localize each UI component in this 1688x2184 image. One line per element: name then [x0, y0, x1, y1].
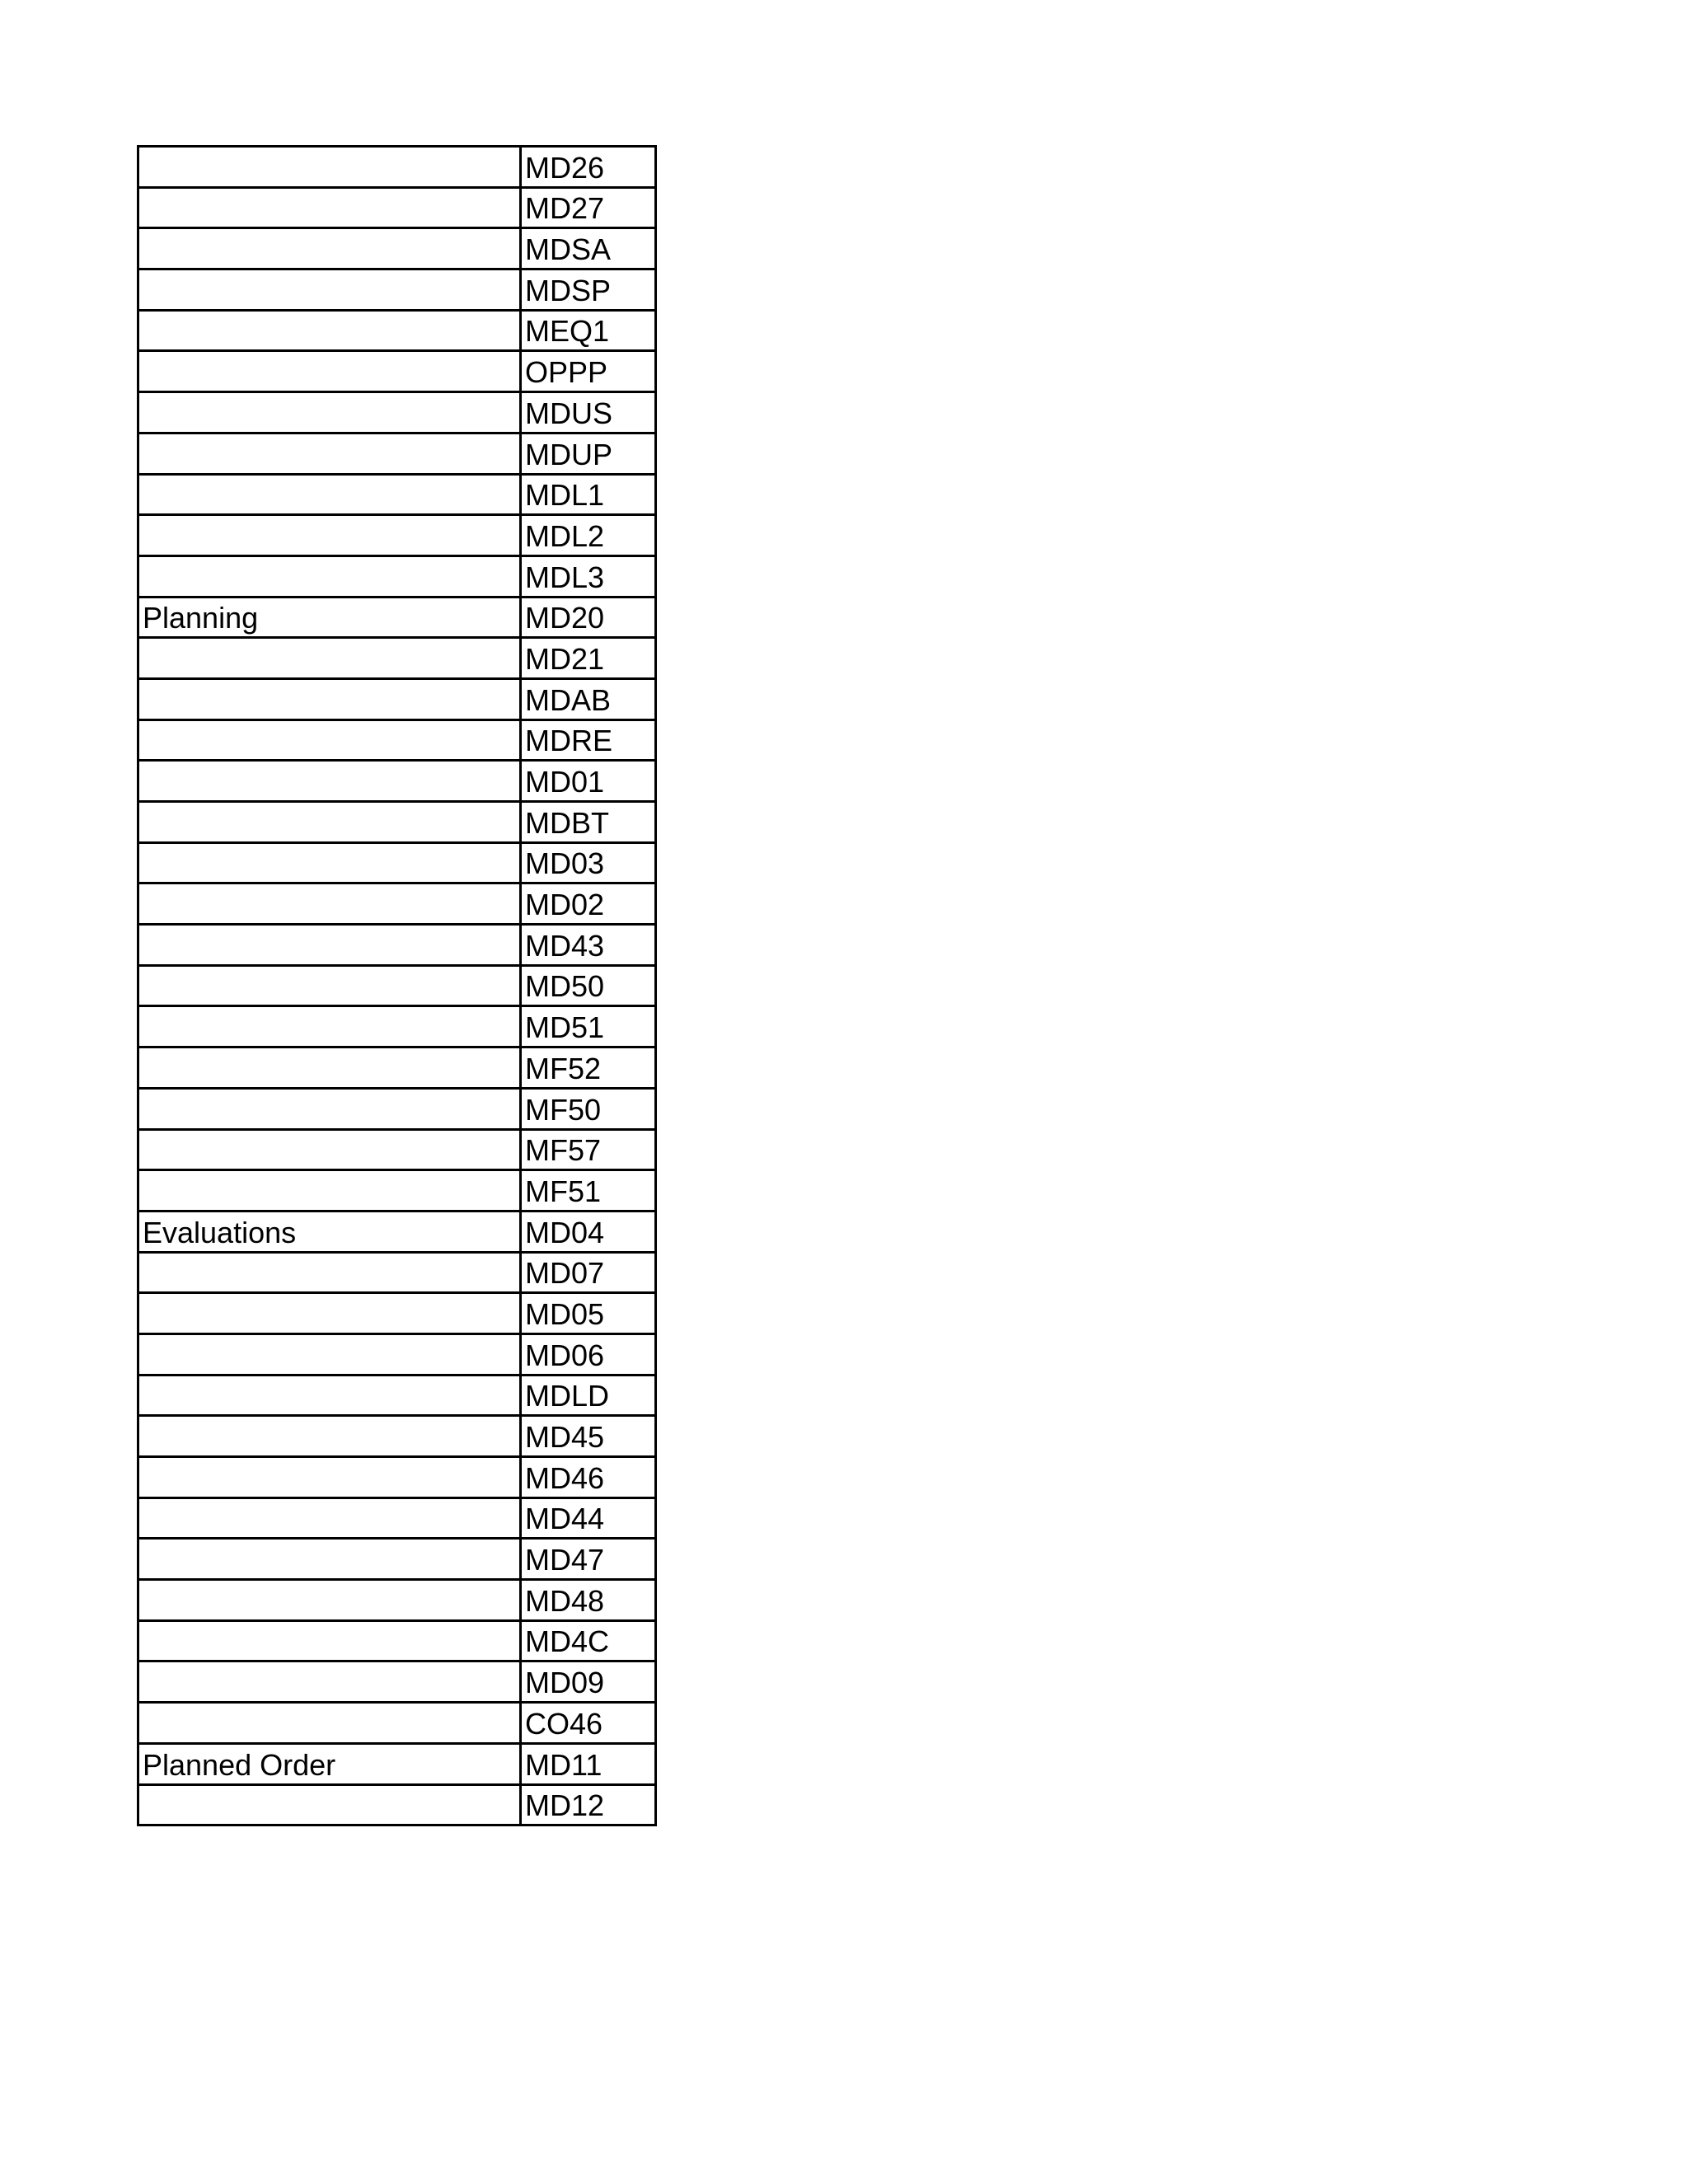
- transaction-code: MD48: [525, 1583, 605, 1618]
- table-row: [138, 719, 656, 761]
- code-cell: [521, 1661, 656, 1703]
- code-cell: [521, 1333, 656, 1375]
- table-row: [138, 1620, 656, 1661]
- transaction-code: MD45: [525, 1420, 605, 1454]
- transaction-code: MD12: [525, 1788, 605, 1823]
- code-cell: [521, 1620, 656, 1661]
- category-cell: [138, 310, 521, 351]
- category-cell: [138, 1784, 521, 1825]
- code-cell: [521, 761, 656, 802]
- transaction-code: MD43: [525, 928, 605, 963]
- transaction-code: MDLD: [525, 1379, 610, 1413]
- category-cell: [138, 1047, 521, 1089]
- table-row: [138, 310, 656, 351]
- category-label: [143, 1739, 519, 1742]
- category-cell: [138, 1333, 521, 1375]
- category-cell: [138, 351, 521, 392]
- category-cell: [138, 1211, 521, 1252]
- category-cell: [138, 1416, 521, 1457]
- transaction-code: MDUP: [525, 437, 612, 471]
- table-row: [138, 1211, 656, 1252]
- category-label: [143, 1493, 519, 1497]
- transaction-code: MDBT: [525, 805, 609, 840]
- table-row: [138, 925, 656, 966]
- transaction-code: OPPP: [525, 355, 608, 390]
- code-cell: [521, 1743, 656, 1784]
- category-cell: [138, 1129, 521, 1170]
- category-label: [143, 306, 519, 309]
- category-label: [143, 1411, 519, 1414]
- code-cell: [521, 351, 656, 392]
- code-cell: [521, 1457, 656, 1498]
- code-cell: [521, 1703, 656, 1744]
- category-label: [143, 1329, 519, 1333]
- category-cell: [138, 1497, 521, 1539]
- category-cell: [138, 1661, 521, 1703]
- table-row: [138, 883, 656, 925]
- transaction-code: MDL3: [525, 560, 605, 594]
- transaction-code: MD09: [525, 1666, 605, 1700]
- transaction-code: MDAB: [525, 682, 612, 717]
- category-cell: [138, 1252, 521, 1293]
- category-label: [143, 1616, 519, 1619]
- category-label: [143, 1821, 519, 1824]
- table-row: [138, 1293, 656, 1334]
- category-cell: [138, 638, 521, 679]
- category-cell: [138, 147, 521, 188]
- transaction-code: MD27: [525, 191, 605, 226]
- category-cell: [138, 474, 521, 515]
- category-label: [143, 920, 519, 923]
- transaction-code: MD04: [525, 1215, 605, 1249]
- category-label: [143, 387, 519, 391]
- transaction-code: MF50: [525, 1092, 602, 1127]
- code-cell: [521, 1784, 656, 1825]
- table-row: [138, 1170, 656, 1212]
- category-cell: [138, 1375, 521, 1416]
- table-row: [138, 1416, 656, 1457]
- code-cell: [521, 925, 656, 966]
- transaction-code: MDUS: [525, 396, 612, 430]
- transaction-code: MD05: [525, 1296, 605, 1331]
- code-cell: [521, 1497, 656, 1539]
- category-label: [143, 1001, 519, 1005]
- category-cell: [138, 1703, 521, 1744]
- table-row: [138, 597, 656, 638]
- table-row: [138, 1006, 656, 1047]
- transaction-code: MD50: [525, 969, 605, 1004]
- category-cell: [138, 555, 521, 597]
- code-cell: [521, 474, 656, 515]
- category-cell: [138, 433, 521, 474]
- code-cell: [521, 1129, 656, 1170]
- category-label: [143, 756, 519, 759]
- code-cell: [521, 392, 656, 434]
- category-label: [143, 1084, 519, 1087]
- category-label: Evaluations: [143, 1215, 297, 1249]
- transaction-code-table: [137, 145, 657, 1826]
- table-row: [138, 1539, 656, 1580]
- code-cell: [521, 719, 656, 761]
- table-row: [138, 1333, 656, 1375]
- category-label: [143, 1575, 519, 1578]
- category-cell: [138, 842, 521, 883]
- category-label: [143, 674, 519, 677]
- code-cell: [521, 1416, 656, 1457]
- table-row: [138, 1580, 656, 1621]
- category-label: [143, 879, 519, 882]
- category-label: [143, 961, 519, 964]
- category-label: [143, 1207, 519, 1210]
- table-row: [138, 433, 656, 474]
- code-cell: [521, 228, 656, 269]
- category-label: [143, 1288, 519, 1291]
- category-cell: [138, 1539, 521, 1580]
- category-label: [143, 223, 519, 227]
- category-label: [143, 265, 519, 268]
- code-cell: [521, 1580, 656, 1621]
- table-row: [138, 187, 656, 228]
- transaction-code: MDSP: [525, 273, 612, 307]
- category-label: [143, 551, 519, 555]
- category-label: [143, 715, 519, 719]
- category-cell: [138, 187, 521, 228]
- table-row: [138, 474, 656, 515]
- table-row: [138, 638, 656, 679]
- transaction-code: MDRE: [525, 724, 612, 758]
- category-label: [143, 183, 519, 186]
- code-cell: [521, 1088, 656, 1129]
- table-row: [138, 1784, 656, 1825]
- table-row: [138, 802, 656, 843]
- table-row: [138, 351, 656, 392]
- transaction-code: MD44: [525, 1502, 605, 1536]
- category-cell: [138, 1457, 521, 1498]
- transaction-code: MD02: [525, 888, 605, 922]
- category-label: Planning: [143, 601, 259, 635]
- code-cell: [521, 1047, 656, 1089]
- table-body: [138, 147, 656, 1825]
- category-label: [143, 1165, 519, 1169]
- code-cell: [521, 678, 656, 719]
- transaction-code: MD03: [525, 846, 605, 881]
- code-cell: [521, 1211, 656, 1252]
- category-cell: [138, 1580, 521, 1621]
- transaction-code: MF51: [525, 1174, 602, 1208]
- code-cell: [521, 1006, 656, 1047]
- code-cell: [521, 965, 656, 1006]
- transaction-code: MD26: [525, 150, 605, 185]
- category-cell: [138, 228, 521, 269]
- code-cell: [521, 1170, 656, 1212]
- code-cell: [521, 1252, 656, 1293]
- table-row: [138, 1497, 656, 1539]
- transaction-code: MD07: [525, 1256, 605, 1291]
- table-row: [138, 1661, 656, 1703]
- table-row: [138, 678, 656, 719]
- table-row: [138, 842, 656, 883]
- code-cell: [521, 187, 656, 228]
- category-cell: [138, 1170, 521, 1212]
- category-label: [143, 593, 519, 596]
- category-cell: [138, 515, 521, 556]
- transaction-code: MD01: [525, 765, 605, 799]
- category-cell: [138, 802, 521, 843]
- transaction-code: MD4C: [525, 1624, 610, 1659]
- code-cell: [521, 1539, 656, 1580]
- category-cell: [138, 883, 521, 925]
- code-cell: [521, 842, 656, 883]
- category-cell: [138, 269, 521, 311]
- category-label: [143, 510, 519, 513]
- table-row: [138, 1088, 656, 1129]
- transaction-code: MD06: [525, 1338, 605, 1372]
- transaction-code: MF57: [525, 1133, 602, 1168]
- transaction-code: MD47: [525, 1543, 605, 1577]
- table-row: [138, 1457, 656, 1498]
- category-cell: [138, 1293, 521, 1334]
- code-cell: [521, 269, 656, 311]
- transaction-code: MD11: [525, 1747, 603, 1782]
- table-row: [138, 1703, 656, 1744]
- table-row: [138, 1252, 656, 1293]
- transaction-code: MDL2: [525, 518, 605, 553]
- category-cell: [138, 965, 521, 1006]
- table-row: [138, 1375, 656, 1416]
- transaction-code: MEQ1: [525, 314, 610, 349]
- category-cell: [138, 678, 521, 719]
- category-label: Planned Order: [143, 1747, 336, 1782]
- category-label: [143, 1371, 519, 1374]
- table-row: [138, 1743, 656, 1784]
- transaction-code: MF52: [525, 1051, 602, 1085]
- table-row: [138, 761, 656, 802]
- transaction-code: CO46: [525, 1706, 603, 1741]
- table-row: [138, 555, 656, 597]
- code-cell: [521, 515, 656, 556]
- category-cell: [138, 1743, 521, 1784]
- code-cell: [521, 802, 656, 843]
- code-cell: [521, 310, 656, 351]
- category-cell: [138, 597, 521, 638]
- table-row: [138, 965, 656, 1006]
- category-cell: [138, 1006, 521, 1047]
- code-cell: [521, 1375, 656, 1416]
- code-cell: [521, 638, 656, 679]
- category-cell: [138, 719, 521, 761]
- table-row: [138, 1047, 656, 1089]
- table-row: [138, 147, 656, 188]
- code-cell: [521, 883, 656, 925]
- category-label: [143, 429, 519, 432]
- category-label: [143, 1698, 519, 1701]
- code-cell: [521, 555, 656, 597]
- category-cell: [138, 761, 521, 802]
- table-row: [138, 1129, 656, 1170]
- category-label: [143, 1043, 519, 1046]
- category-label: [143, 470, 519, 473]
- category-cell: [138, 392, 521, 434]
- category-label: [143, 797, 519, 800]
- category-label: [143, 346, 519, 349]
- transaction-code: MDL1: [525, 478, 605, 513]
- code-cell: [521, 433, 656, 474]
- category-cell: [138, 925, 521, 966]
- category-label: [143, 1452, 519, 1455]
- table-row: [138, 269, 656, 311]
- code-cell: [521, 1293, 656, 1334]
- code-cell: [521, 597, 656, 638]
- table-row: [138, 392, 656, 434]
- category-cell: [138, 1620, 521, 1661]
- table-row: [138, 515, 656, 556]
- category-label: [143, 838, 519, 841]
- table-row: [138, 228, 656, 269]
- category-label: [143, 1125, 519, 1128]
- transaction-code: MD51: [525, 1010, 605, 1045]
- code-cell: [521, 147, 656, 188]
- transaction-code: MDSA: [525, 232, 612, 267]
- transaction-code: MD21: [525, 641, 605, 676]
- transaction-code: MD46: [525, 1460, 605, 1495]
- category-cell: [138, 1088, 521, 1129]
- category-label: [143, 1534, 519, 1537]
- transaction-code: MD20: [525, 601, 605, 635]
- category-label: [143, 1657, 519, 1660]
